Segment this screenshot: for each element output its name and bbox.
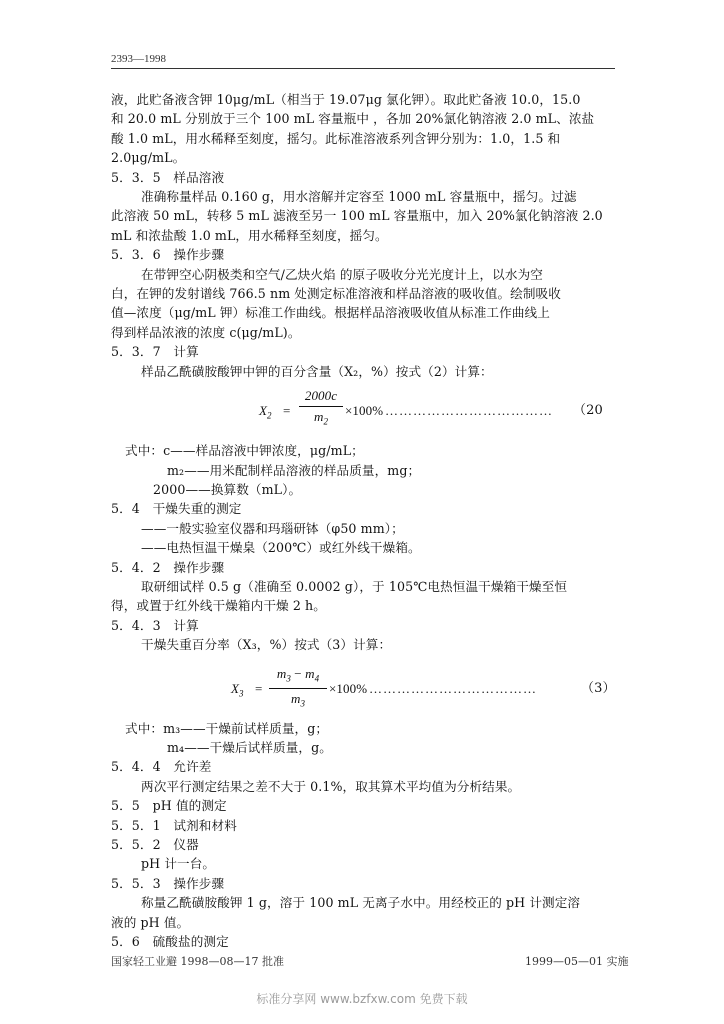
body-line: m₂——用米配制样品溶液的样品质量，mg； bbox=[167, 462, 421, 478]
body-line: 此溶液 50 mL，转移 5 mL 滤液至另一 100 mL 容量瓶中，加入 20%氯化钠溶液 2.0 bbox=[111, 208, 603, 224]
document-code: 2393—1998 bbox=[111, 53, 166, 65]
body-line: 液，此贮备液含钾 10μg/mL（相当于 19.07μg 氯化钾）。取此贮备液 10.0，15.0 bbox=[111, 92, 581, 107]
formula-2 bbox=[111, 387, 617, 435]
body-line: ——一般实验室仪器和玛瑙研钵（φ50 mm）； bbox=[141, 520, 404, 536]
formula-number: （20 bbox=[573, 403, 603, 419]
section-heading: 5．4．4 允许差 bbox=[111, 759, 212, 775]
section-heading: 5．4．2 操作步骤 bbox=[111, 559, 225, 575]
formula-leader: ……………………………… bbox=[369, 680, 537, 696]
formula-fraction: $m_3 - m_4$ $m_3$ bbox=[269, 665, 327, 713]
formula-equals: = bbox=[255, 680, 263, 696]
formula-number: （3） bbox=[581, 680, 616, 696]
watermark-text: 标准分享网 www.bzfxw.com 免费下载 bbox=[256, 992, 468, 1006]
section-heading: 5．4 干燥失重的测定 bbox=[111, 501, 242, 517]
body-line: 得，或置于红外线干燥箱内干燥 2 h。 bbox=[111, 598, 326, 614]
section-heading: 5．4．3 计算 bbox=[111, 617, 199, 633]
section-heading: 5．3．6 操作步骤 bbox=[111, 247, 225, 263]
body-line: 酸 1.0 mL，用水稀释至刻度，摇匀。此标准溶液系列含钾分别为：1.0，1.5 和 bbox=[111, 130, 561, 146]
formula-leader: ……………………………… bbox=[385, 403, 553, 419]
formula-percent: ×100% bbox=[329, 680, 368, 696]
body-line: 准确称量样品 0.160 g，用水溶解并定容至 1000 mL 容量瓶中，摇匀。过滤 bbox=[141, 189, 577, 205]
section-heading: 5．5．2 仪器 bbox=[111, 837, 199, 852]
body-line: 式中：m₃——干燥前试样质量，g； bbox=[125, 720, 329, 736]
body-line: 值—浓度（μg/mL 钾）标准工作曲线。根据样品溶液吸收值从标准工作曲线上 bbox=[111, 305, 550, 321]
formula-percent: ×100% bbox=[345, 403, 384, 419]
body-line: 取研细试样 0.5 g（准确至 0.0002 g），于 105℃电热恒温干燥箱干燥至恒 bbox=[141, 578, 568, 594]
body-line: 称量乙酰磺胺酸钾 1 g，溶于 100 mL 无离子水中。用经校正的 pH 计测定溶 bbox=[141, 895, 581, 911]
body-line: 白，在钾的发射谱线 766.5 nm 处测定标准溶液和样品溶液的吸收值。绘制吸收 bbox=[111, 286, 561, 302]
formula-lhs: $X_3$ bbox=[231, 680, 244, 699]
body-line: 和 20.0 mL 分别放于三个 100 mL 容量瓶中 ，各加 20%氯化钠溶液 2.0 mL、浓盐 bbox=[111, 111, 595, 127]
body-line: pH 计一台。 bbox=[141, 856, 216, 872]
section-heading: 5．5．3 操作步骤 bbox=[111, 875, 225, 891]
body-line: 得到样品浓液的浓度 c(μg/mL)。 bbox=[111, 324, 301, 340]
body-line: 2000——换算数（mL）。 bbox=[153, 481, 302, 497]
body-line: ——电热恒温干燥臬（200℃）或红外线干燥箱。 bbox=[141, 540, 421, 556]
formula-3 bbox=[111, 665, 617, 713]
formula-fraction: 2000c $m_2$ bbox=[299, 387, 343, 431]
document-body bbox=[111, 90, 617, 951]
section-heading: 5．6 硫酸盐的测定 bbox=[111, 934, 229, 950]
effective-date: 1999—05—01 实施 bbox=[525, 955, 629, 968]
section-heading: 5．3．7 计算 bbox=[111, 344, 199, 360]
body-line: 式中：c——样品溶液中钾浓度，μg/mL； bbox=[125, 443, 364, 459]
body-line: 液的 pH 值。 bbox=[111, 914, 190, 930]
body-line: mL 和浓盐酸 1.0 mL，用水稀释至刻度，摇匀。 bbox=[111, 227, 388, 243]
approval-date: 国家轻工业避 1998—08—17 批准 bbox=[111, 955, 284, 968]
section-heading: 5．5 pH 值的测定 bbox=[111, 798, 227, 814]
body-line: 干燥失重百分率（X₃，%）按式（3）计算： bbox=[141, 637, 392, 653]
body-line: 在带钾空心阴极类和空气/乙炔火焰 的原子吸收分光光度计上，以水为空 bbox=[141, 266, 543, 282]
section-heading: 5．3．5 样品溶液 bbox=[111, 169, 225, 185]
formula-equals: = bbox=[283, 403, 291, 419]
body-line: m₄——干燥后试样质量，g。 bbox=[167, 739, 332, 755]
body-line: 2.0μg/mL。 bbox=[111, 150, 186, 166]
formula-lhs: $X_2$ bbox=[259, 403, 272, 421]
header-rule bbox=[111, 68, 615, 69]
section-heading: 5．5．1 试剂和材料 bbox=[111, 817, 237, 833]
body-line: 两次平行测定结果之差不大于 0.1%，取其算术平均值为分析结果。 bbox=[141, 778, 521, 794]
body-line: 样品乙酰磺胺酸钾中钾的百分含量（X₂，%）按式（2）计算： bbox=[141, 363, 493, 379]
